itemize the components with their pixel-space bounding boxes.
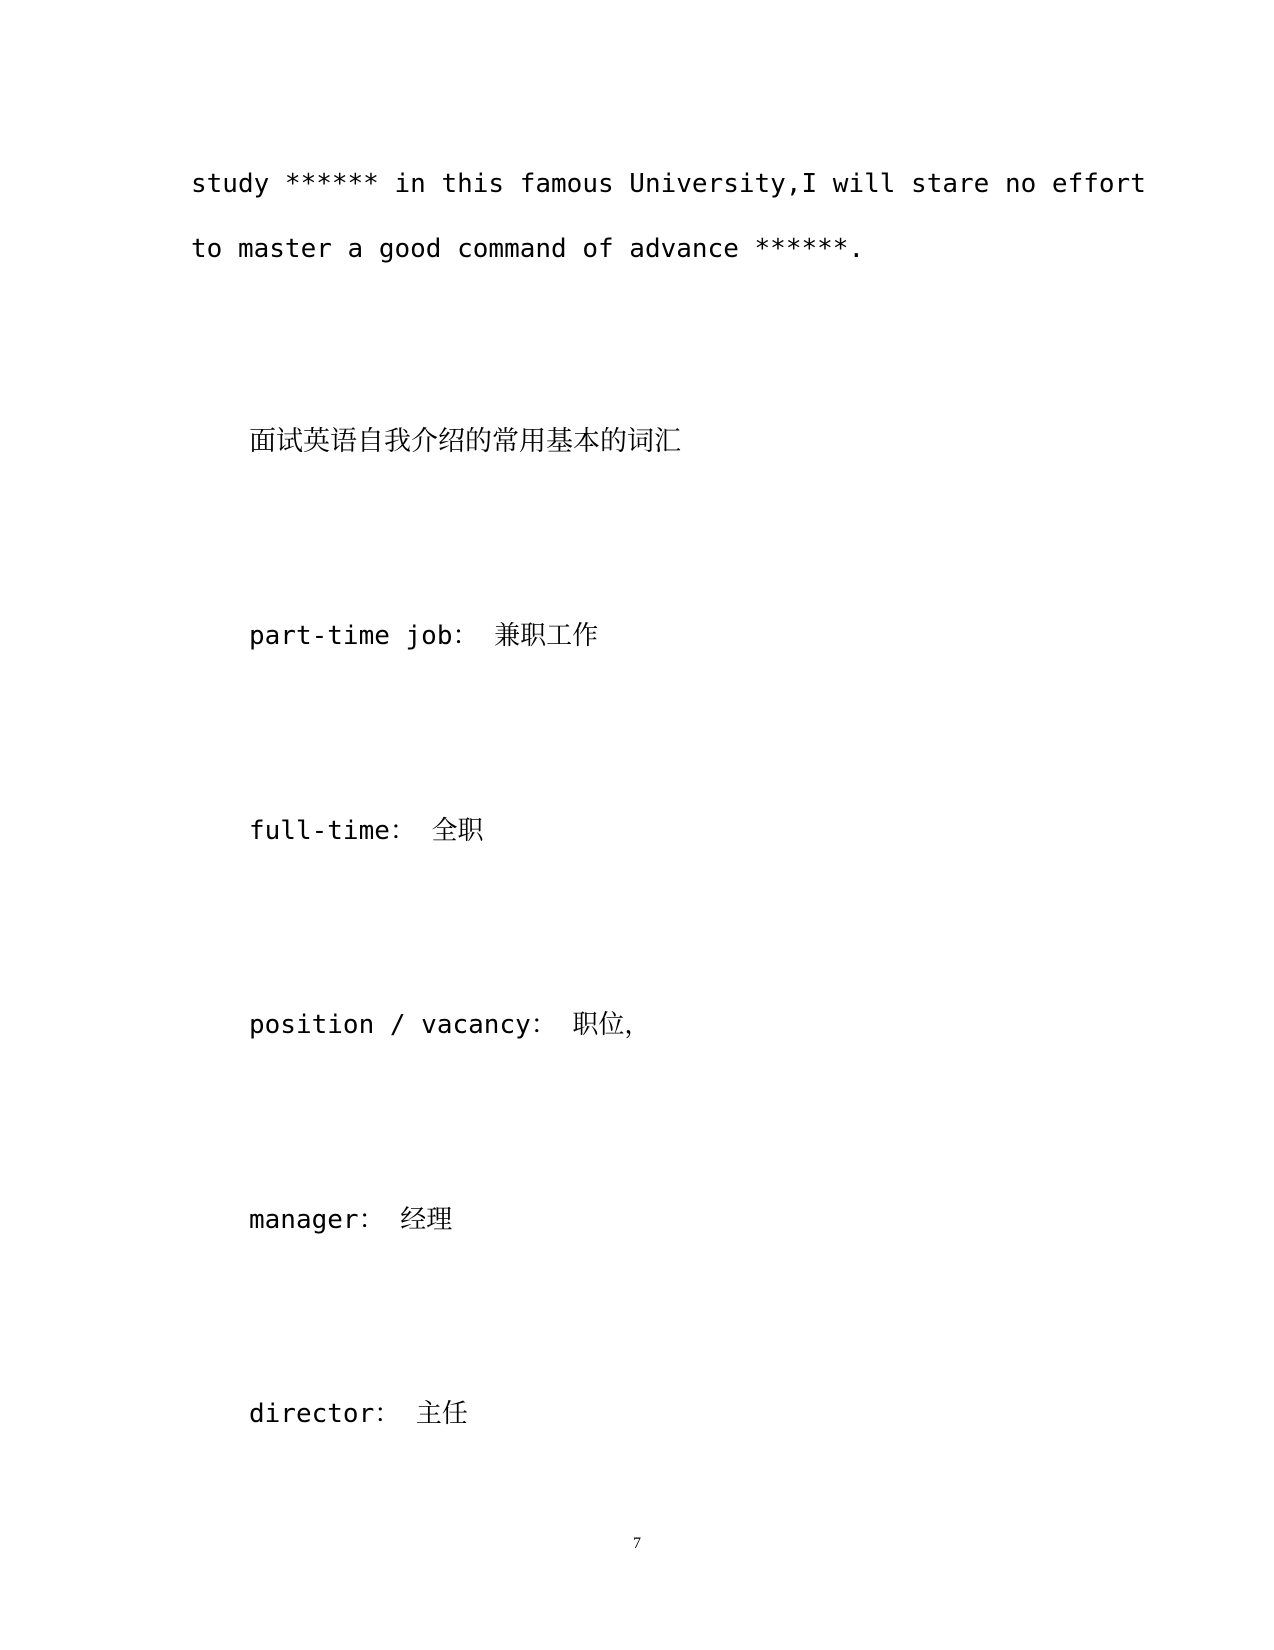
vocabulary-item-part-time-job: part-time job： 兼职工作: [249, 621, 599, 651]
paragraph-line-1: study ****** in this famous University,I will stare no effort: [191, 169, 1146, 199]
vocabulary-item-position-vacancy: position / vacancy： 职位，: [249, 1010, 651, 1040]
vocabulary-item-manager: manager： 经理: [249, 1205, 453, 1235]
vocabulary-item-full-time: full-time： 全职: [249, 816, 484, 846]
page-number: 7: [633, 1535, 641, 1552]
vocabulary-item-director: director： 主任: [249, 1399, 468, 1429]
paragraph-line-2: to master a good command of advance ******.: [191, 234, 865, 264]
section-heading: 面试英语自我介绍的常用基本的词汇: [249, 426, 681, 457]
